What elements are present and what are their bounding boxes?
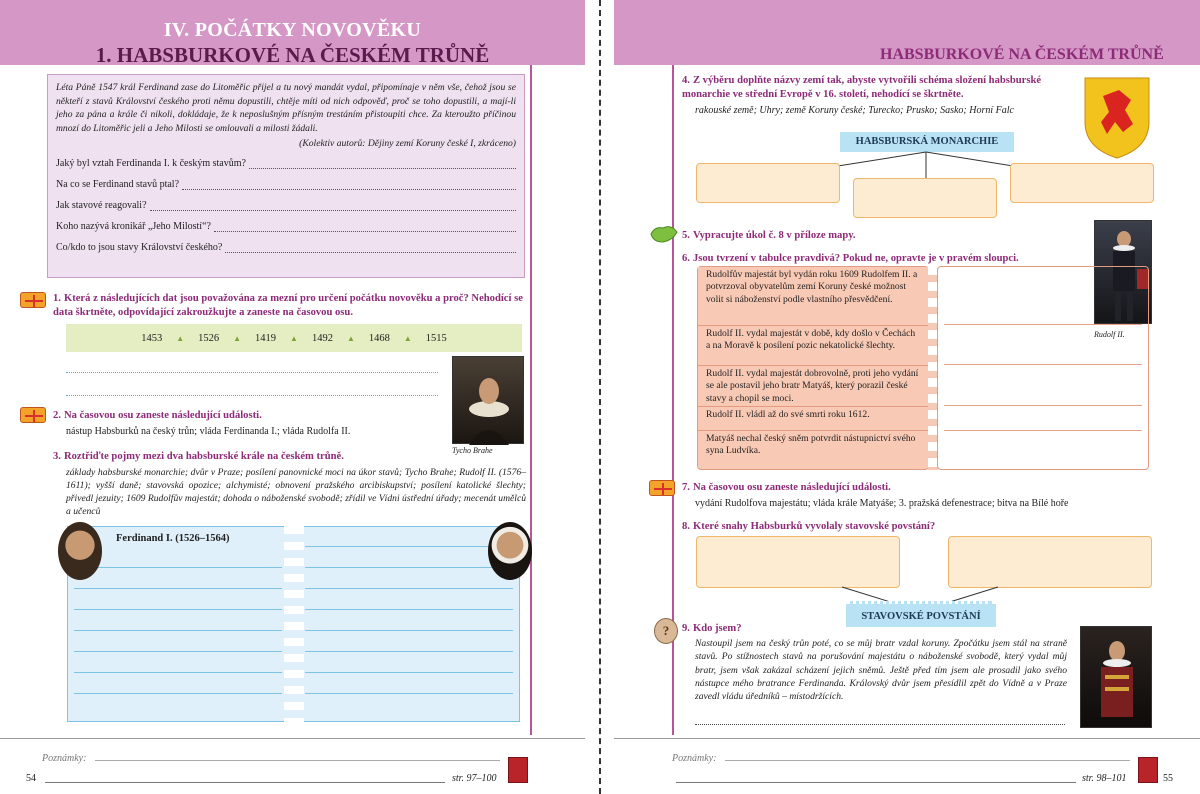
source-box: [47, 74, 525, 278]
question-number: 8.: [682, 521, 690, 532]
question-4-body: rakouské země; Uhry; země Koruny české; Turecko; Prusko; Sasko; Horní Falc: [695, 105, 1014, 116]
answer-line[interactable]: [944, 430, 1142, 431]
answer-line[interactable]: [74, 672, 282, 673]
notes-line[interactable]: [725, 760, 1130, 761]
page-title: 1. HABSBURKOVÉ NA ČESKÉM TRŮNĚ: [95, 43, 490, 67]
answer-line[interactable]: [305, 609, 513, 610]
tycho-caption: Tycho Brahe: [452, 446, 493, 455]
page-number: 54: [26, 773, 36, 784]
torn-edge: [284, 526, 304, 722]
source-question-4[interactable]: [56, 221, 516, 232]
year[interactable]: 1515: [425, 332, 447, 344]
cause-box-2[interactable]: [948, 536, 1152, 588]
question-5: [682, 229, 1062, 243]
footer-line: [45, 782, 445, 783]
answer-line[interactable]: [305, 630, 513, 631]
timeline-strip: [66, 324, 522, 352]
notes-label: Poznámky:: [42, 753, 87, 764]
year[interactable]: 1492: [311, 332, 333, 344]
answer-line[interactable]: [305, 567, 513, 568]
question-4: [682, 74, 1080, 101]
answer-line[interactable]: [74, 693, 282, 694]
statement-4: Rudolf II. vládl až do své smrti roku 1612.: [698, 406, 928, 430]
question-label: Na co se Ferdinand stavů ptal?: [56, 178, 180, 190]
notes-label: Poznámky:: [672, 753, 717, 764]
footer-line: [676, 782, 1076, 783]
answer-line[interactable]: [74, 630, 282, 631]
book-icon: [1138, 757, 1158, 783]
book-icon: [508, 757, 528, 783]
question-1: [53, 292, 528, 319]
arrow-icon: ▲: [176, 333, 185, 343]
source-question-2[interactable]: [56, 179, 516, 190]
textbook-reference: str. 98–101: [1082, 773, 1127, 784]
answer-line[interactable]: [305, 693, 513, 694]
country-box-1[interactable]: [696, 163, 840, 203]
rudolf-portrait-small: [488, 522, 532, 580]
answer-line[interactable]: [305, 651, 513, 652]
source-question-3[interactable]: [56, 200, 516, 211]
statement-3: Rudolf II. vydal majestát dobrovolně, proti jeho vydání se ale postavil jeho bratr Matyáš, který porazil české stavy a chopil se moci.: [698, 365, 928, 406]
question-text: Která z následujících dat jsou považována za mezní pro určení počátku novověku a proč? Nehodící se data škrtněte, odpovídající zakroužkujte a zaneste na časovou osu.: [53, 293, 523, 318]
arrow-icon: ▲: [233, 333, 242, 343]
statements-column: [697, 266, 929, 470]
question-number: 5.: [682, 230, 690, 241]
question-label: Koho nazývá kronikář „Jeho Milostí“?: [56, 220, 211, 232]
answer-line[interactable]: [74, 609, 282, 610]
question-3: [53, 450, 448, 464]
matyas-portrait: [1080, 626, 1152, 728]
question-2: [53, 409, 448, 423]
question-text: Na časovou osu zaneste následující události.: [63, 410, 262, 421]
question-text: Z výběru doplňte názvy zemí tak, abyste vytvořili schéma složení habsburské monarchie ve střední Evropě v 16. století, nehodící se škrtněte.: [682, 75, 1042, 100]
statement-1: Rudolfův majestát byl vydán roku 1609 Rudolfem II. a potvrzoval obyvatelům zemí Koruny české možnost volit si náboženství podle vlastního přesvědčení.: [698, 267, 928, 325]
ferdinand-portrait: [58, 522, 102, 580]
country-box-3[interactable]: [1010, 163, 1154, 203]
answer-line[interactable]: [74, 588, 282, 589]
source-question-1[interactable]: [56, 158, 516, 169]
statement-5: Matyáš nechal český sněm potvrdit nástupnictví svého syna Ludvíka.: [698, 430, 928, 468]
ferdinand-label: Ferdinand I. (1526–1564): [116, 533, 230, 544]
timeline-icon: [649, 480, 675, 496]
answer-line[interactable]: [66, 372, 438, 373]
answer-line[interactable]: [66, 395, 438, 396]
chapter-title: IV. POČÁTKY NOVOVĚKU: [163, 19, 422, 41]
question-number: 1.: [53, 293, 61, 304]
answer-line[interactable]: [74, 567, 282, 568]
source-question-5[interactable]: [56, 242, 516, 253]
question-label: Jak stavové reagovali?: [56, 199, 147, 211]
source-text: Léta Páně 1547 král Ferdinand zase do Litoměřic přijel a tu nový mandát vydal, připomínaje v něm vše, čehož jsou se někteří z stavů Království českého proti němu dopustili, chtěje míti od nich odpověď, proč se toho dopustili, a mají-li jeho za pána a krále či nikoli, dokládaje, že k neposlušným přísným trestáním přistoupiti chce. Za kteroužto příčinou mnozí do Litoměřic jeli a Jeho Milosti se omlouvali a milosti žádali.: [56, 82, 516, 134]
right-page-title: HABSBURKOVÉ NA ČESKÉM TRŮNĚ: [880, 46, 1164, 63]
timeline-icon: [20, 292, 46, 308]
question-7-body: vydání Rudolfova majestátu; vláda krále Matyáše; 3. pražská defenestrace; bitva na Bílé hoře: [695, 498, 1069, 509]
question-text: Na časovou osu zaneste následující události.: [692, 482, 891, 493]
answer-line[interactable]: [944, 324, 1142, 325]
question-2-body: nástup Habsburků na český trůn; vláda Ferdinanda I.; vláda Rudolfa II.: [66, 426, 351, 437]
answer-line[interactable]: [305, 546, 513, 547]
question-number: 4.: [682, 75, 690, 86]
question-label: Co/kdo to jsou stavy Království českého?: [56, 241, 223, 253]
question-text: Jsou tvrzení v tabulce pravdivá? Pokud ne, opravte je v pravém sloupci.: [692, 253, 1019, 264]
year[interactable]: 1526: [198, 332, 220, 344]
page-fold: [599, 0, 601, 794]
question-text: Vypracujte úkol č. 8 v příloze mapy.: [692, 230, 856, 241]
source-attribution: (Kolektiv autorů: Dějiny zemí Koruny české I, zkráceno): [299, 138, 516, 149]
habsburg-monarchy-label: HABSBURSKÁ MONARCHIE: [840, 132, 1014, 152]
answer-line[interactable]: [695, 724, 1065, 725]
question-3-body: základy habsburské monarchie; dvůr v Praze; posílení panovnické moci na úkor stavů; Tycho Brahe; Rudolf II. (1576–1611); vyšší daně; stavovská opozice; alchymisté; obnovení pražského arcibiskupství; posílení katolické šlechty; přivedl jezuity; 1609 Rudolfův majestát; dohoda o náboženské svobodě; zřídil ve Vídni ústřední úřady; mecenát umělců a učenců: [66, 467, 526, 517]
textbook-reference: str. 97–100: [452, 773, 497, 784]
stavovske-povstani-label: STAVOVSKÉ POVSTÁNÍ: [846, 601, 996, 627]
year[interactable]: 1453: [141, 332, 163, 344]
question-9: [682, 622, 982, 636]
question-8: [682, 520, 1082, 534]
question-text: Roztřiďte pojmy mezi dva habsburské krále na českém trůně.: [63, 451, 344, 462]
answer-line[interactable]: [944, 405, 1142, 406]
rudolf-caption: Rudolf II.: [1094, 330, 1125, 339]
country-box-2[interactable]: [853, 178, 997, 218]
left-margin-line: [530, 65, 532, 735]
arrow-icon: ▲: [290, 333, 298, 343]
arrow-icon: ▲: [403, 333, 412, 343]
question-text: Kdo jsem?: [692, 623, 742, 634]
question-6: [682, 252, 1082, 266]
answer-line[interactable]: [944, 364, 1142, 365]
question-number: 3.: [53, 451, 61, 462]
question-number: 9.: [682, 623, 690, 634]
year[interactable]: 1419: [255, 332, 277, 344]
question-number: 2.: [53, 410, 61, 421]
arrow-icon: ▲: [346, 333, 355, 343]
question-7: [682, 481, 1082, 495]
corrections-column[interactable]: [937, 266, 1149, 470]
timeline-icon: [20, 407, 46, 423]
question-icon: ?: [654, 618, 678, 644]
map-icon: [649, 224, 679, 244]
question-9-body: Nastoupil jsem na český trůn poté, co se můj bratr vzdal koruny. Zpočátku jsem stál na straně stavů. Po stížnostech stavů na porušování majestátu o náboženské svobodě, který vydal můj bratr, jsem však zakázal scházení jejich sněmů. Ještě před tím jsem ale prosadil jako svého nástupce mého bratrance Ferdinanda. Královský dvůr jsem přesídlil zpět do Vídně a v Praze zavedl vládu úředníků – místodržících.: [695, 638, 1067, 703]
answer-line[interactable]: [74, 651, 282, 652]
footer-divider: [0, 738, 585, 739]
footer-divider: [614, 738, 1200, 739]
tycho-brahe-portrait: [452, 356, 524, 444]
year[interactable]: 1468: [368, 332, 390, 344]
page-number: 55: [1163, 773, 1173, 784]
question-number: 6.: [682, 253, 690, 264]
question-label: Jaký byl vztah Ferdinanda I. k českým stavům?: [56, 157, 246, 169]
statement-2: Rudolf II. vydal majestát v době, kdy došlo v Čechách a na Moravě k posílení pozic nekatolické šlechty.: [698, 325, 928, 365]
question-text: Které snahy Habsburků vyvolaly stavovské povstání?: [692, 521, 936, 532]
question-number: 7.: [682, 482, 690, 493]
cause-box-1[interactable]: [696, 536, 900, 588]
coat-of-arms-icon: [1083, 76, 1151, 160]
answer-line[interactable]: [305, 588, 513, 589]
notes-line[interactable]: [95, 760, 500, 761]
answer-line[interactable]: [305, 672, 513, 673]
